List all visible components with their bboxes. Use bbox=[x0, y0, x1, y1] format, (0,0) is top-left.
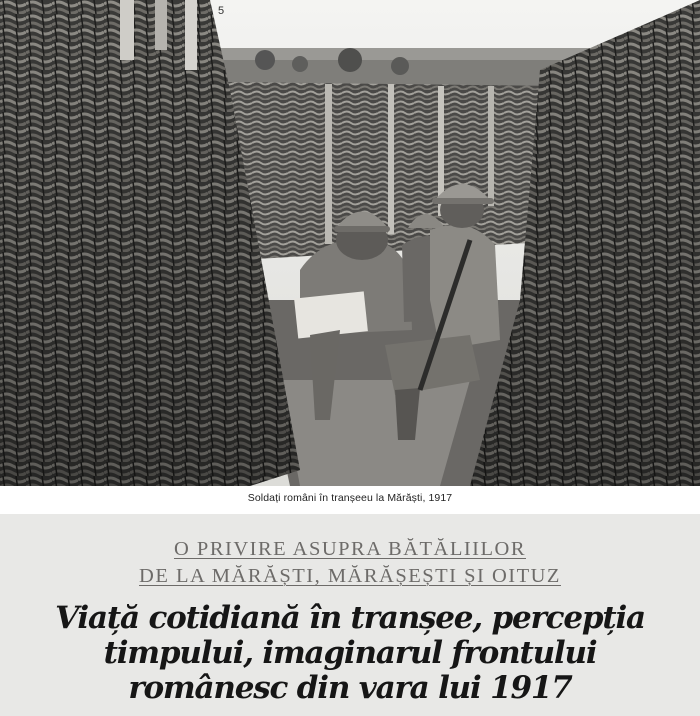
scan-mark: 5 bbox=[218, 5, 225, 17]
headline-line-2: timpului, imaginarul frontului bbox=[103, 635, 597, 671]
photo-caption: Soldați români în tranșeeu la Mărăști, 1917 bbox=[247, 492, 453, 504]
caption-bar bbox=[0, 486, 700, 514]
headline-line-3: românesc din vara lui 1917 bbox=[128, 670, 572, 706]
kicker-line-2: DE LA MĂRĂȘTI, MĂRĂȘEȘTI ȘI OITUZ bbox=[139, 565, 561, 587]
kicker-line-1: O PRIVIRE ASUPRA BĂTĂLIILOR bbox=[173, 538, 526, 560]
headline-line-1: Viață cotidiană în tranșee, percepția bbox=[55, 600, 645, 636]
article-headline bbox=[10, 601, 690, 706]
kicker bbox=[0, 536, 700, 590]
